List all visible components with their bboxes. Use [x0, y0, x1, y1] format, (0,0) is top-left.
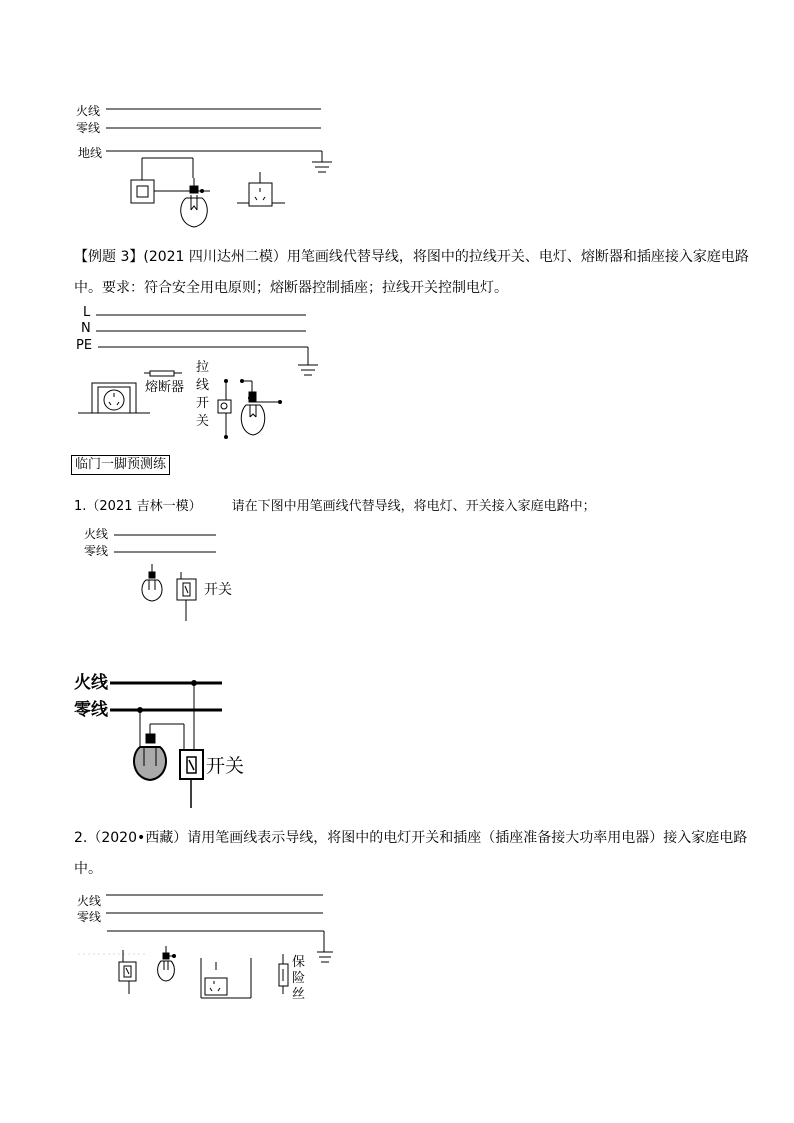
- label-fuse-2: 险: [292, 971, 306, 986]
- label-live-wire: 火线: [74, 673, 108, 693]
- light-bulb-icon: [241, 380, 282, 436]
- pull-switch-icon: [218, 380, 231, 439]
- three-pin-socket-icon: [201, 958, 251, 998]
- label-N: N: [81, 321, 91, 336]
- switch-icon: [119, 950, 136, 994]
- question-1-drawing: [80, 526, 240, 626]
- label-neutral-wire: 零线: [77, 910, 102, 924]
- label-fuse-1: 保: [292, 955, 306, 970]
- label-ground-wire: 地线: [78, 146, 103, 160]
- ground-symbol-icon: [298, 365, 318, 375]
- label-switch: 开关: [206, 755, 245, 777]
- ground-symbol-icon: [312, 162, 332, 172]
- label-live-wire: 火线: [76, 104, 101, 118]
- figure-top-circuit: [70, 100, 340, 235]
- example-3-text: 【例题 3】(2021 四川达州二模）用笔画线代替导线，将图中的拉线开关、电灯、熔断器和插座接入家庭电路中。要求：符合安全用电原则；熔断器控制插座；拉线开关控制电灯。: [74, 249, 749, 296]
- label-pull-switch-4: 关: [196, 414, 210, 429]
- label-live-wire: 火线: [84, 527, 109, 541]
- light-bulb-icon: [154, 178, 210, 227]
- figure-example-3: [70, 305, 330, 445]
- switch-icon: [177, 572, 196, 621]
- switch-icon: [131, 158, 154, 203]
- label-L: L: [83, 305, 91, 320]
- top-circuit-drawing: [70, 100, 340, 235]
- section-tag: 临门一脚预测练: [71, 455, 170, 475]
- label-neutral-wire: 零线: [74, 700, 108, 720]
- light-bulb-icon: [158, 946, 176, 981]
- fuse-icon: [279, 954, 288, 994]
- label-pull-switch-2: 线: [196, 378, 210, 393]
- label-neutral-wire: 零线: [84, 544, 109, 558]
- figure-question-1: [80, 526, 240, 626]
- ground-symbol-icon: [317, 952, 333, 962]
- question-2-text: 2.（2020•西藏）请用笔画线表示导线，将图中的电灯开关和插座（插座准备接大功率用电器）接入家庭电路中。: [74, 830, 748, 877]
- label-fuse-3: 丝: [292, 987, 306, 1002]
- label-switch: 开关: [204, 582, 232, 598]
- question-1-text: 请在下图中用笔画线代替导线，将电灯、开关接入家庭电路中；: [231, 499, 596, 514]
- question-1: [74, 497, 596, 517]
- socket-icon: [237, 172, 285, 206]
- label-pull-switch-1: 拉: [196, 360, 210, 375]
- light-bulb-icon: [142, 564, 162, 601]
- label-PE: PE: [76, 338, 93, 353]
- question-1-number: 1.（2021 吉林一模）: [74, 499, 202, 514]
- label-fuse: 熔断器: [145, 380, 185, 395]
- figure-question-1-answer: [70, 668, 270, 813]
- switch-icon: [180, 750, 203, 808]
- three-pin-socket-icon: [78, 383, 150, 413]
- figure-question-2: [74, 890, 344, 1010]
- light-bulb-icon: [134, 734, 166, 780]
- label-live-wire: 火线: [77, 894, 102, 908]
- label-pull-switch-3: 开: [196, 396, 210, 411]
- label-neutral-wire: 零线: [76, 121, 101, 135]
- fuse-icon: [144, 371, 182, 376]
